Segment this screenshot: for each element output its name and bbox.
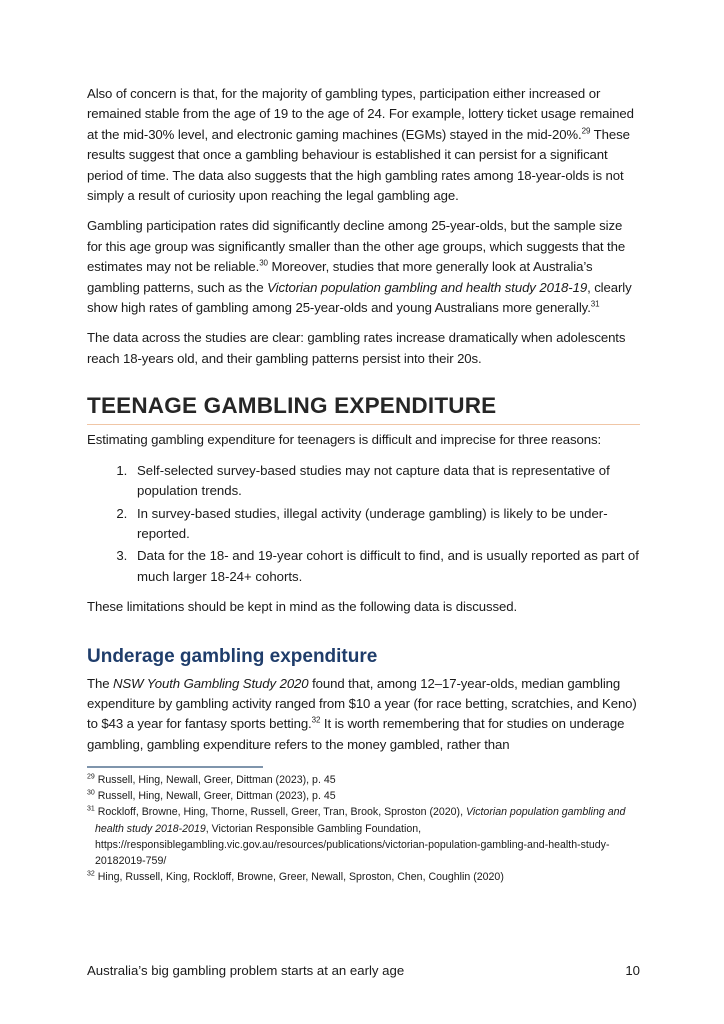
footnote-number: 31 — [87, 805, 95, 813]
paragraph-text: The — [87, 675, 113, 691]
footnote-ref-32[interactable]: 32 — [311, 715, 321, 725]
footnote-32 — [87, 869, 640, 885]
footnotes — [87, 772, 640, 886]
paragraph-text: , clearly show high rates of gambling among 25-year-olds and young Australians more generally. — [87, 279, 632, 316]
footnote-29 — [87, 772, 640, 788]
footnote-number: 32 — [87, 870, 95, 878]
section-intro: Estimating gambling expenditure for teenagers is difficult and imprecise for three reasons: — [87, 432, 602, 448]
page-number: 10 — [625, 963, 640, 978]
paragraph-text: Also of concern is that, for the majority of gambling types, participation either increased or remained stable from the age of 19 to the age of 24. For example, lottery ticket usage remained at the mid-30% level, and electronic gaming machines (EGMs) stayed in the mid-20%. — [87, 86, 634, 142]
paragraph-text: found that, among 12–17-year-olds, median gambling expenditure by gambling activity ranged from $10 a year (for race betting, scratchies, and Keno) to $43 a year for fantasy sports betting. — [87, 675, 637, 732]
section-heading: TEENAGE GAMBLING EXPENDITURE — [87, 391, 640, 425]
paragraph-conclusion: The data across the studies are clear: gambling rates increase dramatically when adolescents reach 18-years old, and their gambling patterns persist into their 20s. — [87, 330, 626, 366]
footnote-31 — [87, 804, 640, 869]
footnote-ref-30[interactable]: 30 — [259, 258, 268, 268]
footnote-30 — [87, 788, 640, 804]
paragraph-text: Moreover, studies that more generally look at Australia’s gambling patterns, such as the — [87, 259, 593, 295]
paragraph-text: Gambling participation rates did significantly decline among 25-year-olds, but the sample size for this age group was significantly smaller than the other age groups, which suggests that the estimates may not be reliable. — [87, 218, 626, 275]
footnote-italic-title: Victorian population gambling and health study 2018-2019 — [95, 806, 626, 835]
paragraph-text: These results suggest that once a gambling behaviour is established it can persist for a significant period of time. The data also suggests that the high gambling rates among 18-year-olds is not simply a result of curiosity upon reaching the legal gambling age. — [87, 126, 630, 204]
footnote-number: 30 — [87, 789, 95, 797]
paragraph-decline-25 — [87, 216, 640, 318]
footnote-number: 29 — [87, 773, 95, 781]
footer-title: Australia’s big gambling problem starts at an early age — [87, 963, 405, 978]
document-page — [87, 84, 640, 886]
study-title-italic: NSW Youth Gambling Study 2020 — [113, 675, 309, 691]
limitations-note: These limitations should be kept in mind as the following data is discussed. — [87, 599, 518, 615]
list-item: 1. Self-selected survey-based studies may not capture data that is representative of population trends. — [131, 461, 640, 502]
paragraph-text: It is worth remembering that for studies on underage gambling, gambling expenditure refers to the money gambled, rather than — [87, 716, 625, 752]
list-item: 2. In survey-based studies, illegal activity (underage gambling) is likely to be under-reported. — [131, 504, 640, 545]
footnote-text: Rockloff, Browne, Hing, Thorne, Russell, Greer, Tran, Brook, Sproston (2020), — [97, 806, 466, 819]
footnote-ref-29[interactable]: 29 — [581, 126, 591, 136]
footnote-text: Russell, Hing, Newall, Greer, Dittman (2023), p. 45 — [97, 789, 336, 802]
reasons-list — [87, 461, 640, 587]
footnote-link-text[interactable]: , Victorian Responsible Gambling Foundation, https://responsiblegambling.vic.gov.au/resources/publications/victorian-population-gambling-and-health-study-20182019-759/ — [95, 822, 610, 868]
paragraph-participation-stable — [87, 84, 640, 206]
paragraph-underage-expenditure — [87, 674, 640, 756]
list-item: 3. Data for the 18- and 19-year cohort is difficult to find, and is usually reported as part of much larger 18-24+ cohorts. — [131, 546, 640, 587]
page-footer — [87, 963, 640, 978]
footnote-text: Hing, Russell, King, Rockloff, Browne, Greer, Newall, Sproston, Chen, Coughlin (2020) — [97, 871, 504, 884]
footnote-text: Russell, Hing, Newall, Greer, Dittman (2023), p. 45 — [97, 773, 336, 786]
footnote-separator — [87, 766, 263, 768]
subsection-heading: Underage gambling expenditure — [87, 645, 378, 667]
footnote-ref-31[interactable]: 31 — [590, 299, 600, 309]
study-title-italic: Victorian population gambling and health study 2018-19 — [267, 279, 588, 295]
